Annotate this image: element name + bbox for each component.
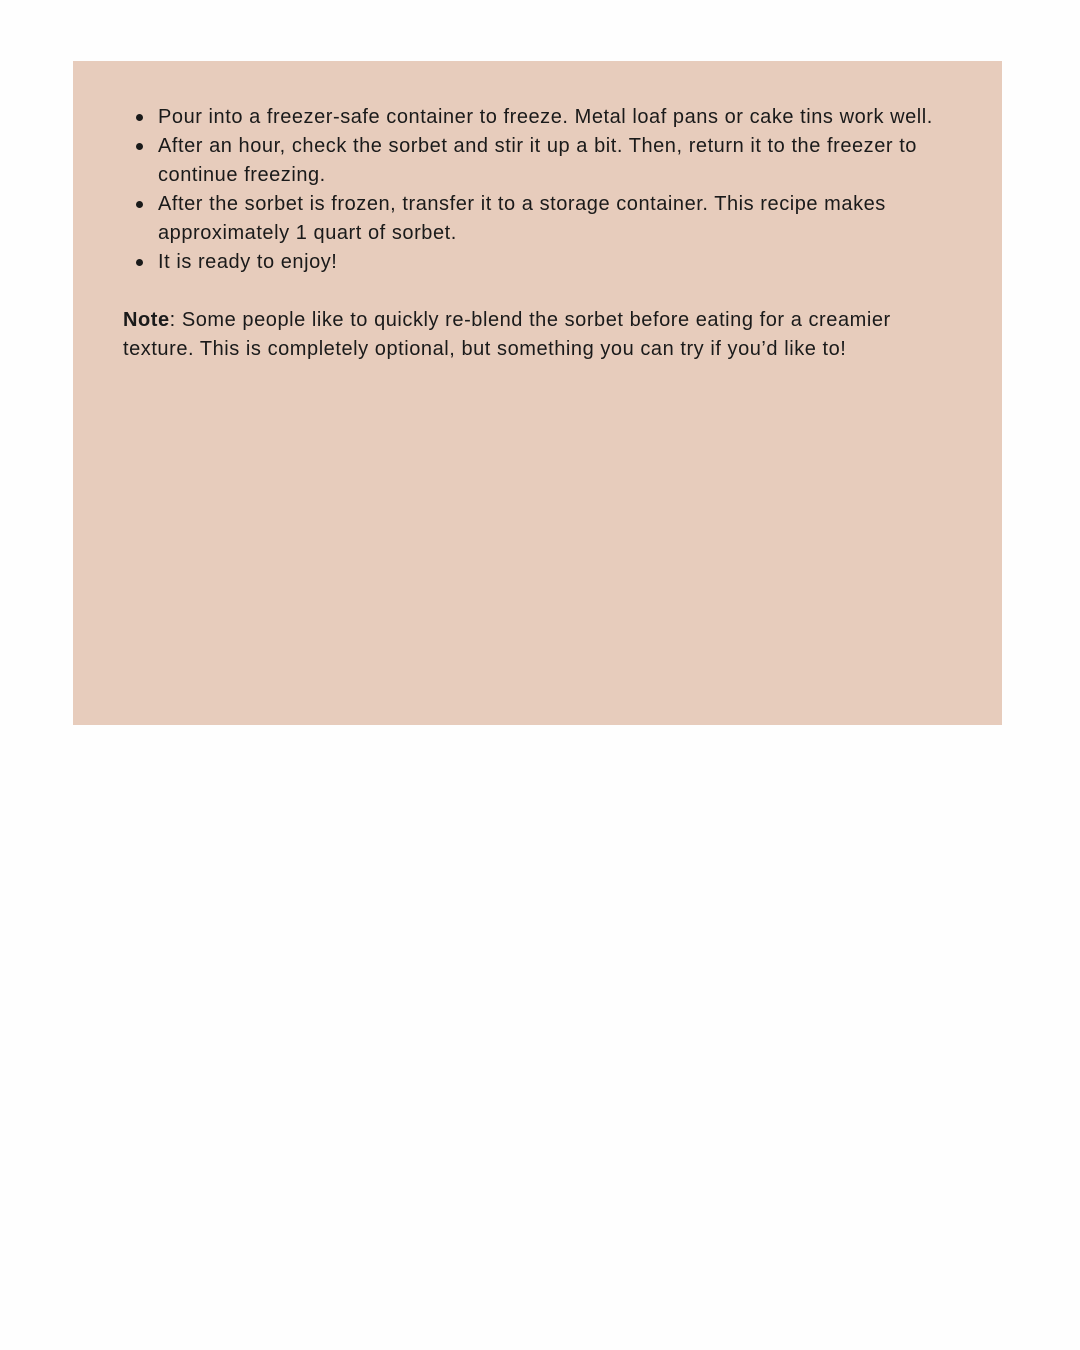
note-label: Note [123,309,170,331]
note-text: : Some people like to quickly re-blend the sorbet before eating for a creamier texture. This is completely optional, but something you can try if you’d like to! [123,309,891,360]
bullet-icon [136,259,143,266]
instruction-step-text: It is ready to enjoy! [158,251,338,273]
instruction-step [123,103,962,132]
instruction-step-text: Pour into a freezer-safe container to freeze. Metal loaf pans or cake tins work well. [158,106,933,128]
recipe-instructions-panel [73,61,1002,725]
bullet-icon [136,143,143,150]
instruction-step [123,190,962,248]
instruction-step [123,132,962,190]
bullet-icon [136,201,143,208]
bullet-icon [136,114,143,121]
instruction-step-text: After an hour, check the sorbet and stir it up a bit. Then, return it to the freezer to continue freezing. [158,135,917,186]
instruction-step [123,248,962,277]
instruction-steps-list [123,103,962,277]
instruction-step-text: After the sorbet is frozen, transfer it to a storage container. This recipe makes approximately 1 quart of sorbet. [158,193,886,244]
recipe-note [123,306,962,364]
